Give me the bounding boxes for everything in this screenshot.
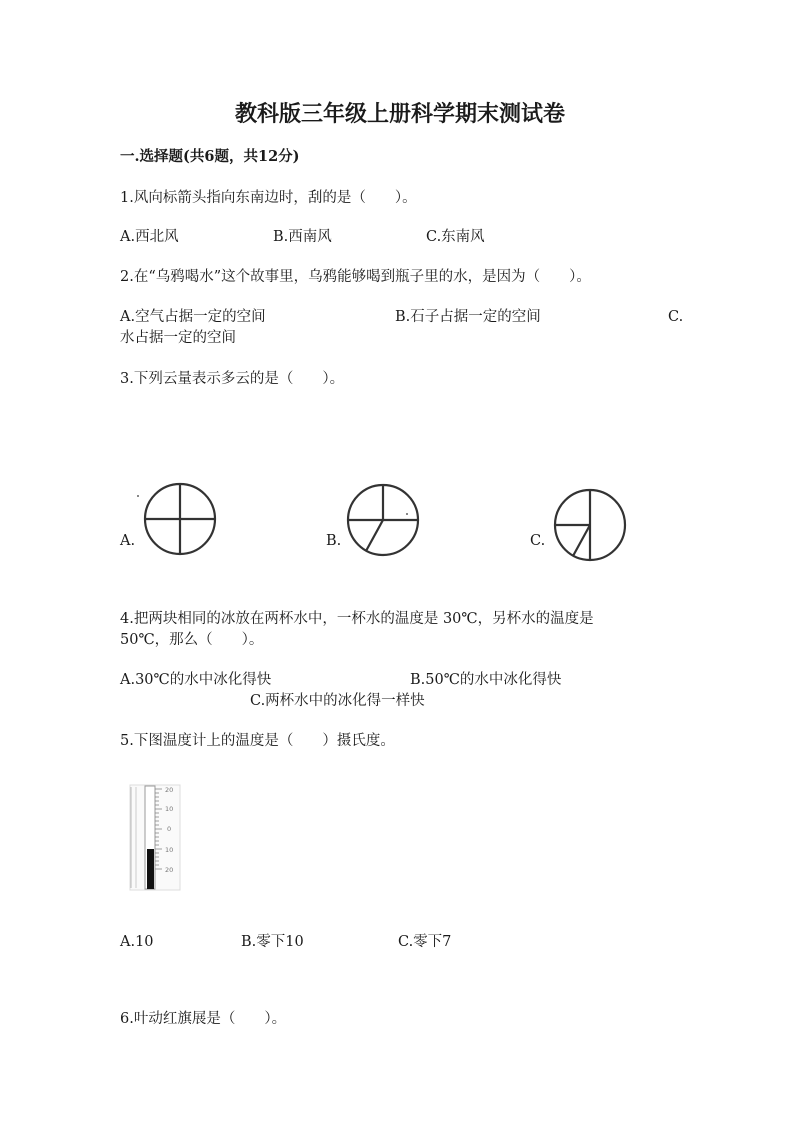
question-3-stem: 3.下列云量表示多云的是（ ）。 (120, 371, 345, 387)
question-5-option-c[interactable]: C.零下7 (398, 934, 452, 950)
question-2-option-b[interactable]: B.石子占据一定的空间 (395, 309, 541, 325)
question-4-option-c[interactable]: C.两杯水中的冰化得一样快 (250, 693, 425, 709)
question-4-option-a[interactable]: A.30℃的水中冰化得快 (120, 672, 272, 688)
question-3-option-a[interactable]: A. (120, 533, 136, 549)
scale-label: 20 (165, 866, 174, 874)
question-1-stem: 1.风向标箭头指向东南边时，刮的是（ ）。 (120, 190, 417, 206)
cloud-diagram-c[interactable] (555, 490, 625, 560)
question-2-option-c-text[interactable]: 水占据一定的空间 (120, 330, 236, 346)
scale-label: 10 (165, 846, 174, 854)
question-3-option-b[interactable]: B. (326, 533, 342, 549)
question-2-option-c-prefix[interactable]: C. (668, 309, 684, 325)
question-4-stem-line-2: 50℃，那么（ ）。 (120, 632, 264, 648)
scale-label: 20 (165, 786, 174, 794)
question-1-option-c[interactable]: C.东南风 (426, 229, 485, 245)
speck-dot (137, 495, 139, 497)
question-5-option-a[interactable]: A.10 (120, 934, 154, 950)
question-3-option-c[interactable]: C. (530, 533, 546, 549)
scale-label: 10 (165, 805, 174, 813)
speck-dot (406, 513, 408, 515)
question-6-stem: 6.叶动红旗展是（ ）。 (120, 1011, 287, 1027)
question-2-stem: 2.在“乌鸦喝水”这个故事里，乌鸦能够喝到瓶子里的水，是因为（ ）。 (120, 269, 591, 285)
scale-label: 0 (167, 825, 172, 833)
cloud-diagram-a[interactable] (145, 484, 215, 554)
page-title: 教科版三年级上册科学期末测试卷 (234, 101, 565, 127)
question-4-option-b[interactable]: B.50℃的水中冰化得快 (410, 672, 562, 688)
cloud-diagram-b[interactable] (348, 485, 418, 555)
question-5-stem: 5.下图温度计上的温度是（ ）摄氏度。 (120, 733, 395, 749)
question-2-option-a[interactable]: A.空气占据一定的空间 (120, 309, 266, 325)
thermometer-mercury (147, 849, 154, 889)
question-1-option-b[interactable]: B.西南风 (273, 229, 332, 245)
question-5-option-b[interactable]: B.零下10 (241, 934, 304, 950)
question-4-stem-line-1: 4.把两块相同的冰放在两杯水中，一杯水的温度是 30℃，另杯水的温度是 (120, 611, 594, 627)
section-heading: 一.选择题(共6题，共12分) (120, 148, 300, 165)
question-1-option-a[interactable]: A.西北风 (120, 229, 179, 245)
thermometer-figure (125, 783, 185, 893)
